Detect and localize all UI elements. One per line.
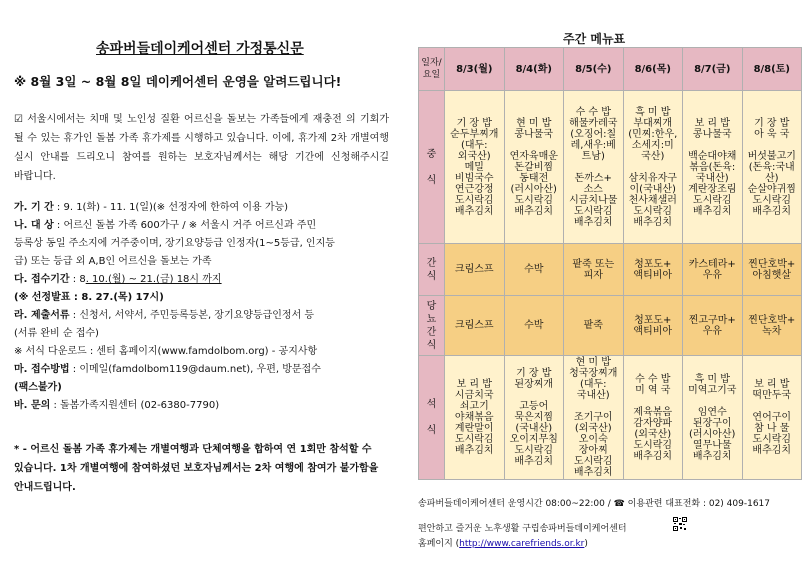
qr-code-icon (673, 517, 687, 531)
day-header: 8/3(월) (445, 48, 505, 91)
menu-cell: 흑 미 밥 미역고기국 임연수 된장구이 (러시아산) 열무나물 배추김치 (683, 356, 743, 480)
row-label: 간 식 (419, 244, 445, 296)
menu-cell: 흑 미 밥 부대찌개 (민찌:한우, 소세지:미 국산) 삼치유자구 이(국내산) 천사채샐러 도시락김 배추김치 (623, 91, 683, 244)
day-header: 8/8(토) (742, 48, 802, 91)
target-line3: 급) 또는 등급 외 A,B인 어르신을 돌보는 가족 (14, 256, 212, 267)
download-item: ※ 서식 다운로드 : 센터 홈페이지(www.famdolbom.org) - 공지사항 (14, 346, 318, 357)
newsletter-panel (10, 0, 393, 572)
menu-cell: 수 수 밥 해물카레국 (오징어:칠 레,새우:베 트남) 돈까스+ 소스 시금치나물 도시락김 배추김치 (564, 91, 624, 244)
menu-cell: 기 장 밥 아 욱 국 버섯불고기 (돈육:국내 산) 순살야귀찜 도시락김 배추김치 (742, 91, 802, 244)
lunch-row (419, 91, 802, 244)
menu-cell: 기 장 밥 된장찌개 고등어 묵은지찜 (국내산) 오이지무침 도시락김 배추김치 (504, 356, 564, 480)
docs-line2: (서류 완비 순 접수) (14, 328, 99, 339)
weekly-menu-table (418, 47, 802, 480)
row-label: 당 뇨 간 식 (419, 296, 445, 356)
menu-cell: 현 미 밥 콩나물국 연자육매운 돈갈비찜 동태전 (러시아산) 도시락김 배추김치 (504, 91, 564, 244)
operating-hours: 송파버들데이케어센터 운영시간 08:00~22:00 / ☎ 이용관련 대표전화 : 02) 409-1617 (418, 499, 770, 509)
menu-cell: 카스테라+ 우유 (683, 244, 743, 296)
row-label: 석 식 (419, 356, 445, 480)
menu-cell: 팥죽 또는 피자 (564, 244, 624, 296)
newsletter-title: 송파버들데이케어센터 가정통신문 (96, 41, 304, 57)
day-header: 8/6(목) (623, 48, 683, 91)
menu-cell: 청포도+ 액티비아 (623, 244, 683, 296)
dinner-row (419, 356, 802, 480)
day-header: 8/7(금) (683, 48, 743, 91)
menu-cell: 현 미 밥 청국장찌개 (대두: 국내산) 조기구이 (외국산) 오이숙 장아찌 도시락김 배추김치 (564, 356, 624, 480)
row-label: 중 식 (419, 91, 445, 244)
menu-cell: 찐고구마+ 우유 (683, 296, 743, 356)
fax-note: (팩스불가) (14, 382, 62, 393)
menu-cell: 수 수 밥 미 역 국 제육볶음 감자양파 (외국산) 도시락김 배추김치 (623, 356, 683, 480)
menu-cell: 팥죽 (564, 296, 624, 356)
day-header: 8/5(수) (564, 48, 624, 91)
info-items (14, 199, 392, 415)
menu-header-row (419, 48, 802, 91)
date-corner-cell: 일자/ 요일 (419, 48, 445, 91)
selection-item: (※ 선정발표 : 8. 27.(목) 17시) (14, 292, 164, 303)
menu-cell: 보 리 밥 떡만두국 연어구이 참 나 물 도시락김 배추김치 (742, 356, 802, 480)
menu-cell: 수박 (504, 244, 564, 296)
menu-cell: 보 리 밥 시금치국 쇠고기 야채볶음 계란말이 도시락김 배추김치 (445, 356, 505, 480)
menu-cell: 찐단호박+ 아침햇살 (742, 244, 802, 296)
menu-cell: 크림스프 (445, 244, 505, 296)
homepage-link[interactable]: http://www.carefriends.or.kr (459, 539, 585, 549)
target-line2: 등록상 동일 주소지에 거주중이며, 장기요양등급 인정자(1~5등급, 인지등 (14, 238, 335, 249)
method-item: 마. 접수방법 : 이메일(famdolbom119@daum.net), 우편, 방문접수 (14, 364, 321, 375)
apply-item: 다. 접수기간 : 8. 10.(월) ~ 21.(금) 18시 까지 (14, 274, 222, 285)
menu-cell: 수박 (504, 296, 564, 356)
homepage-line: 홈페이지 (http://www.carefriends.or.kr) (418, 539, 588, 549)
menu-cell: 찐단호박+ 녹차 (742, 296, 802, 356)
menu-cell: 크림스프 (445, 296, 505, 356)
snack-row (419, 244, 802, 296)
headline: ※ 8월 3일 ~ 8월 8일 데이케어센터 운영을 알려드립니다! (14, 74, 342, 89)
menu-cell: 보 리 밥 콩나물국 백순대야채 볶음(돈육: 국내산) 계란장조림 도시락김 배추김치 (683, 91, 743, 244)
slogan: 편안하고 즐거운 노후생활 구립송파버들데이케어센터 (418, 524, 627, 534)
day-header: 8/4(화) (504, 48, 564, 91)
intro-paragraph: ☑ 서울시에서는 치매 및 노인성 질환 어르신을 돌보는 가족들에게 재충전 의 기회가 될 수 있는 휴가인 돌봄 가족 휴가제를 시행하고 있습니다. 이에, 휴가제 2차 개별여행 실시 안내를 드리오니 참여를 원하는 보호자님께서는 해당 기간에 신청해주시길 바랍니다. (14, 114, 389, 182)
period-item: 가. 기 간 : 9. 1(화) - 11. 1(일)(※ 선정자에 한하여 이용 가능) (14, 202, 289, 213)
target-item: 나. 대 상 : 어르신 돌봄 가족 600가구 / ※ 서울시 거주 어르신과 주민 (14, 220, 317, 231)
diabetic-snack-row (419, 296, 802, 356)
contact-item: 바. 문의 : 돌봄가족지원센터 (02-6380-7790) (14, 400, 220, 411)
notice-note: * - 어르신 돌봄 가족 휴가제는 개별여행과 단체여행을 합하여 연 1회만 참석할 수 있습니다. 1차 개별여행에 참여하셨던 보호자님께서는 2차 여행에 참여가 불가함을 안내드립니다. (14, 444, 379, 493)
menu-cell: 기 장 밥 순두부찌개 (대두: 외국산) 메밀 비빔국수 연근강정 도시락김 배추김치 (445, 91, 505, 244)
docs-item: 라. 제출서류 : 신청서, 서약서, 주민등록등본, 장기요양등급인정서 등 (14, 310, 315, 321)
menu-title: 주간 메뉴표 (563, 32, 626, 46)
menu-cell: 청포도+ 액티비아 (623, 296, 683, 356)
